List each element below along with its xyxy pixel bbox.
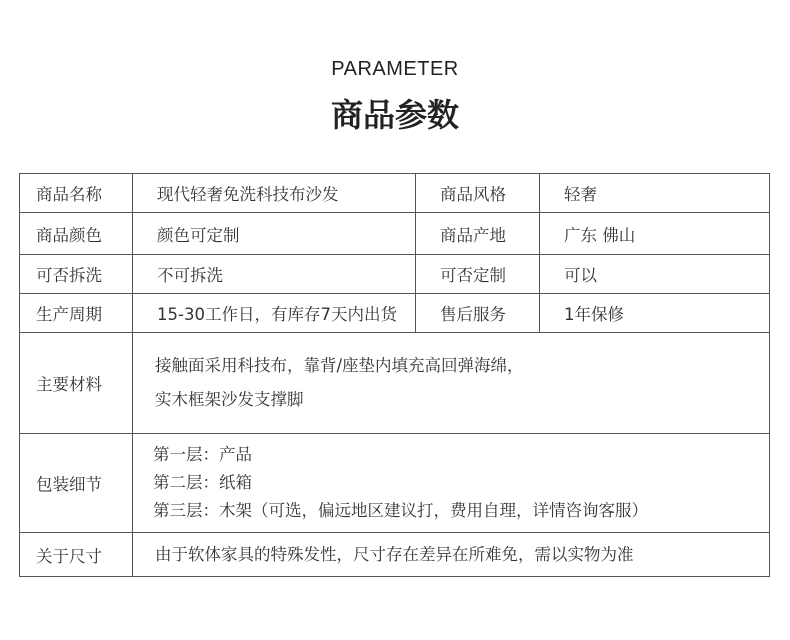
parameter-table	[19, 173, 770, 577]
product-color-value: 颜色可定制	[133, 213, 416, 255]
table-row	[20, 213, 770, 255]
washable-value: 不可拆洗	[133, 255, 416, 294]
product-origin-value: 广东 佛山	[540, 213, 770, 255]
production-period-value: 15-30工作日，有库存7天内出货	[133, 294, 416, 333]
material-line-1: 接触面采用科技布，靠背/座垫内填充高回弹海绵，	[155, 356, 524, 375]
packing-line-3: 第三层：木架（可选，偏远地区建议打，费用自理，详情咨询客服）	[153, 501, 648, 520]
size-note-label: 关于尺寸	[20, 533, 133, 577]
product-name-label: 商品名称	[20, 174, 133, 213]
packing-line-2: 第二层：纸箱	[153, 473, 252, 492]
customizable-value: 可以	[540, 255, 770, 294]
customizable-label: 可否定制	[416, 255, 540, 294]
production-period-label: 生产周期	[20, 294, 133, 333]
product-style-label: 商品风格	[416, 174, 540, 213]
main-material-value	[133, 333, 770, 434]
table-row	[20, 255, 770, 294]
after-sales-value: 1年保修	[540, 294, 770, 333]
size-note-value: 由于软体家具的特殊发性，尺寸存在差异在所难免，需以实物为准	[133, 533, 770, 577]
washable-label: 可否拆洗	[20, 255, 133, 294]
table-row	[20, 174, 770, 213]
product-name-value: 现代轻奢免洗科技布沙发	[133, 174, 416, 213]
main-material-label: 主要材料	[20, 333, 133, 434]
material-line-2: 实木框架沙发支撑脚	[155, 390, 304, 409]
packing-details-label: 包装细节	[20, 434, 133, 533]
packing-line-1: 第一层：产品	[153, 445, 252, 464]
table-row	[20, 294, 770, 333]
product-style-value: 轻奢	[540, 174, 770, 213]
product-origin-label: 商品产地	[416, 213, 540, 255]
product-color-label: 商品颜色	[20, 213, 133, 255]
table-row	[20, 333, 770, 434]
title-english: PARAMETER	[331, 58, 459, 80]
after-sales-label: 售后服务	[416, 294, 540, 333]
table-row	[20, 434, 770, 533]
packing-details-value	[133, 434, 770, 533]
title-chinese: 商品参数	[330, 96, 459, 134]
table-row	[20, 533, 770, 577]
